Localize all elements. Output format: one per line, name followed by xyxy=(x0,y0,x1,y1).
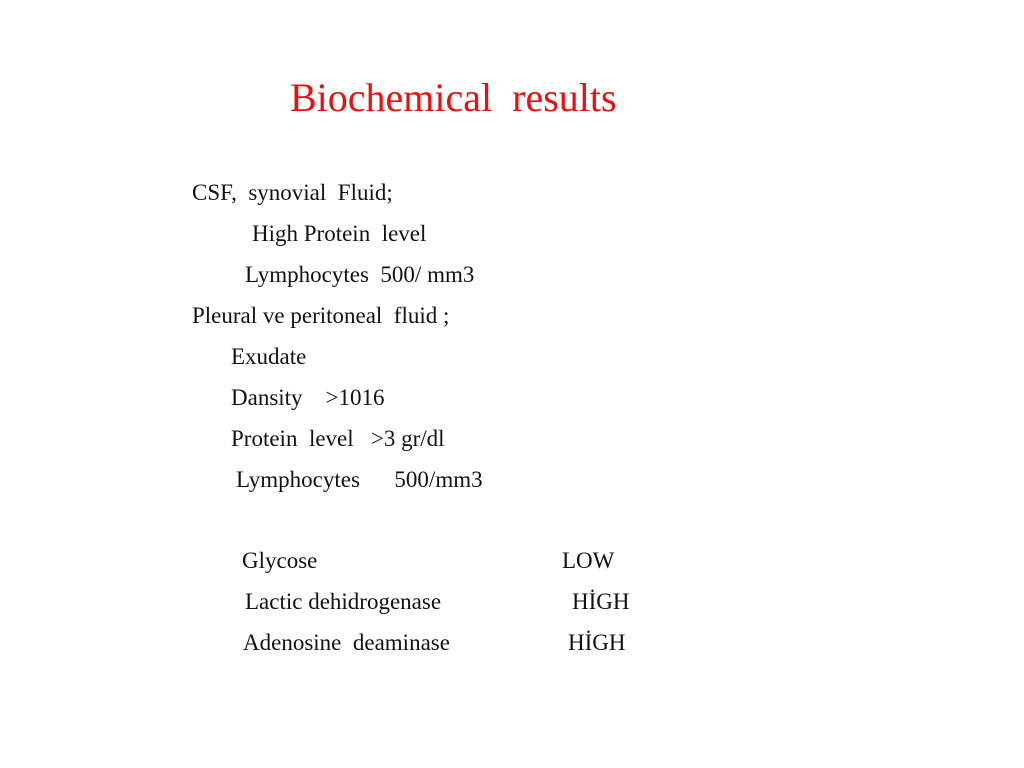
csf-section-heading: CSF, synovial Fluid; xyxy=(192,180,393,205)
pleural-item-exudate: Exudate xyxy=(231,344,307,369)
pleural-section-heading: Pleural ve peritoneal fluid ; xyxy=(192,303,450,328)
marker-name: Adenosine deaminase xyxy=(243,630,450,655)
slide-title: Biochemical results xyxy=(290,75,617,120)
csf-item-lymphocytes: Lymphocytes 500/ mm3 xyxy=(245,262,475,287)
pleural-item-protein: Protein level >3 gr/dl xyxy=(231,426,445,451)
pleural-item-density: Dansity >1016 xyxy=(231,385,385,410)
pleural-item-lymphocytes: Lymphocytes 500/mm3 xyxy=(236,467,483,492)
marker-level: HİGH xyxy=(572,589,630,614)
marker-name: Lactic dehidrogenase xyxy=(245,589,442,614)
marker-level: LOW xyxy=(562,548,615,573)
marker-level: HİGH xyxy=(568,630,626,655)
marker-name: Glycose xyxy=(242,548,318,573)
csf-item-protein: High Protein level xyxy=(252,221,427,246)
